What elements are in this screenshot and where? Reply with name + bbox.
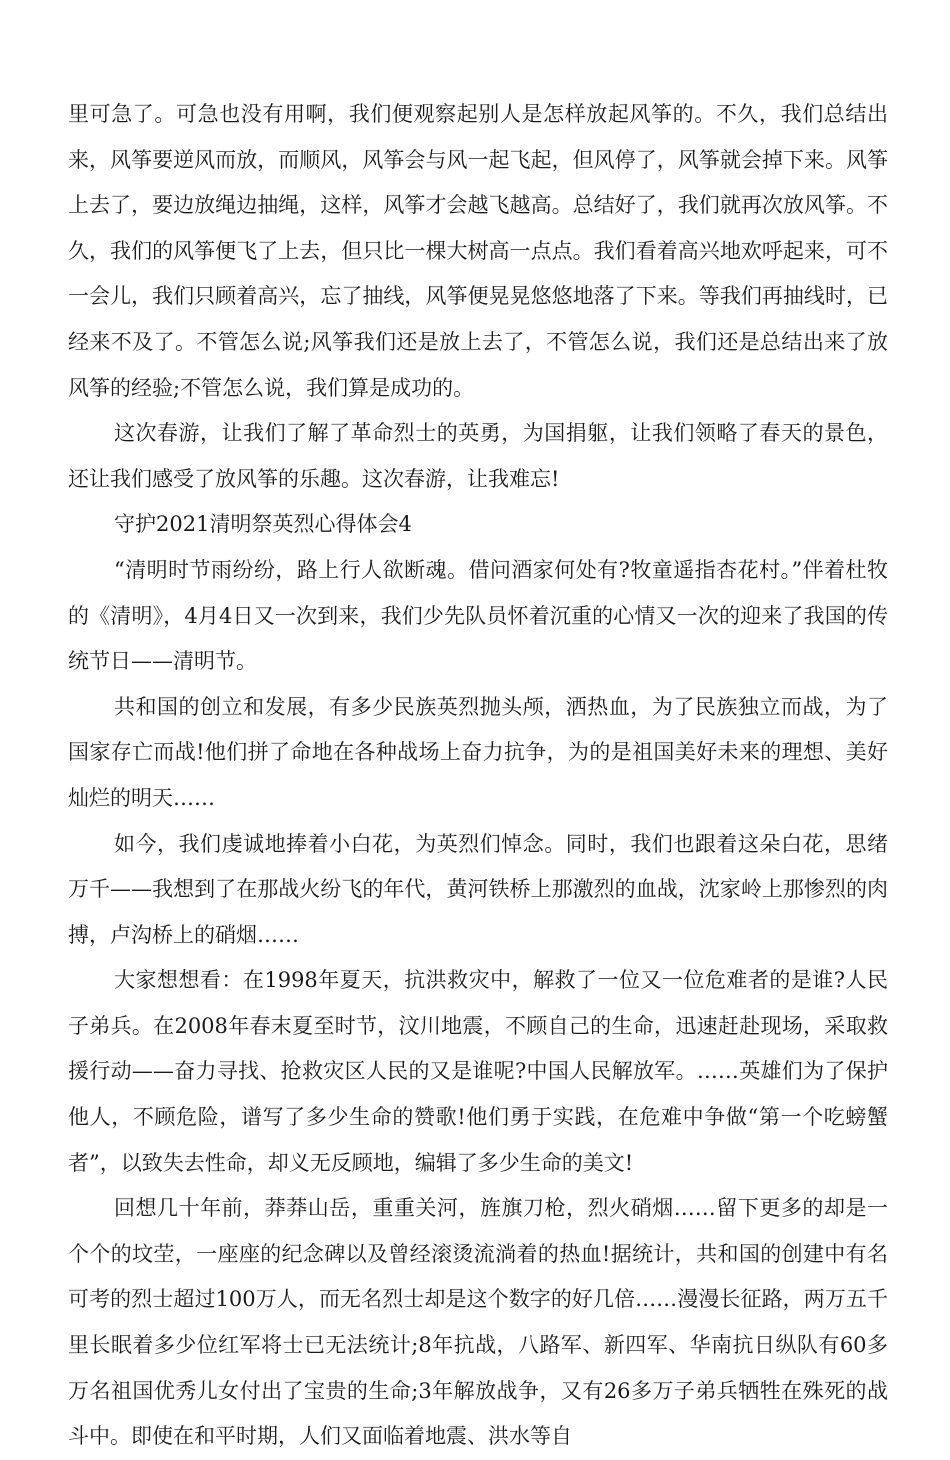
paragraph-white-flower: 如今，我们虔诚地捧着小白花，为英烈们悼念。同时，我们也跟着这朵白花，思绪万千——我想到了在那战火纷飞的年代，黄河铁桥上那激烈的血战，沈家岭上那惨烈的肉搏，卢沟桥上的硝烟…… bbox=[68, 831, 888, 947]
section-heading: 守护2021清明祭英烈心得体会4 bbox=[114, 512, 412, 537]
paragraph-martyrs-statistics: 回想几十年前，莽莽山岳，重重关河，旌旗刀枪，烈火硝烟……留下更多的却是一个个的坟茔，一座座的纪念碑以及曾经滚烫流淌着的热血!据统计，共和国的创建中有名可考的烈士超过100万人，而无名烈士却是这个数字的好几倍……漫漫长征路，两万五千里长眠着多少位红军将士已无法统计;8年抗战，八路军、新四军、华南抗日纵队有60多万名祖国优秀儿女付出了宝贵的生命;3年解放战争，又有26多万子弟兵牺牲在殊死的战斗中。即使在和平时期，人们又面临着地震、洪水等自 bbox=[68, 1196, 888, 1449]
paragraph-spring-outing-summary: 这次春游，让我们了解了革命烈士的英勇，为国捐躯，让我们领略了春天的景色，还让我们感受了放风筝的乐趣。这次春游，让我难忘! bbox=[68, 421, 888, 491]
paragraph-heroes-rescue: 大家想想看：在1998年夏天，抗洪救灾中，解救了一位又一位危难者的是谁?人民子弟兵。在2008年春末夏至时节，汶川地震，不顾自己的生命，迅速赶赴现场，采取救援行动——奋力寻找、抢救灾区人民的又是谁呢?中国人民解放军。……英雄们为了保护他人，不顾危险，谱写了多少生命的赞歌!他们勇于实践，在危难中争做“第一个吃螃蟹者”，以致失去性命，却义无反顾地，编辑了多少生命的美文! bbox=[68, 968, 888, 1175]
paragraph-qingming-poem: “清明时节雨纷纷，路上行人欲断魂。借问酒家何处有?牧童遥指杏花村。”伴着杜牧的《清明》，4月4日又一次到来，我们少先队员怀着沉重的心情又一次的迎来了我国的传统节日——清明节。 bbox=[68, 557, 888, 674]
paragraph-kite-flying: 里可急了。可急也没有用啊，我们便观察起别人是怎样放起风筝的。不久，我们总结出来，风筝要逆风而放，而顺风，风筝会与风一起飞起，但风停了，风筝就会掉下来。风筝上去了，要边放绳边抽绳，这样，风筝才会越飞越高。总结好了，我们就再次放风筝。不久，我们的风筝便飞了上去，但只比一棵大树高一点点。我们看着高兴地欢呼起来，可不一会儿，我们只顾着高兴，忘了抽线，风筝便晃晃悠悠地落了下来。等我们再抽线时，已经来不及了。不管怎么说;风筝我们还是放上去了，不管怎么说，我们还是总结出来了放风筝的经验;不管怎么说，我们算是成功的。 bbox=[68, 102, 888, 400]
document-body bbox=[68, 92, 888, 1460]
paragraph-republic-founding: 共和国的创立和发展，有多少民族英烈抛头颅，洒热血，为了民族独立而战，为了国家存亡而战!他们拼了命地在各种战场上奋力抗争，为的是祖国美好未来的理想、美好灿烂的明天…… bbox=[68, 694, 888, 810]
